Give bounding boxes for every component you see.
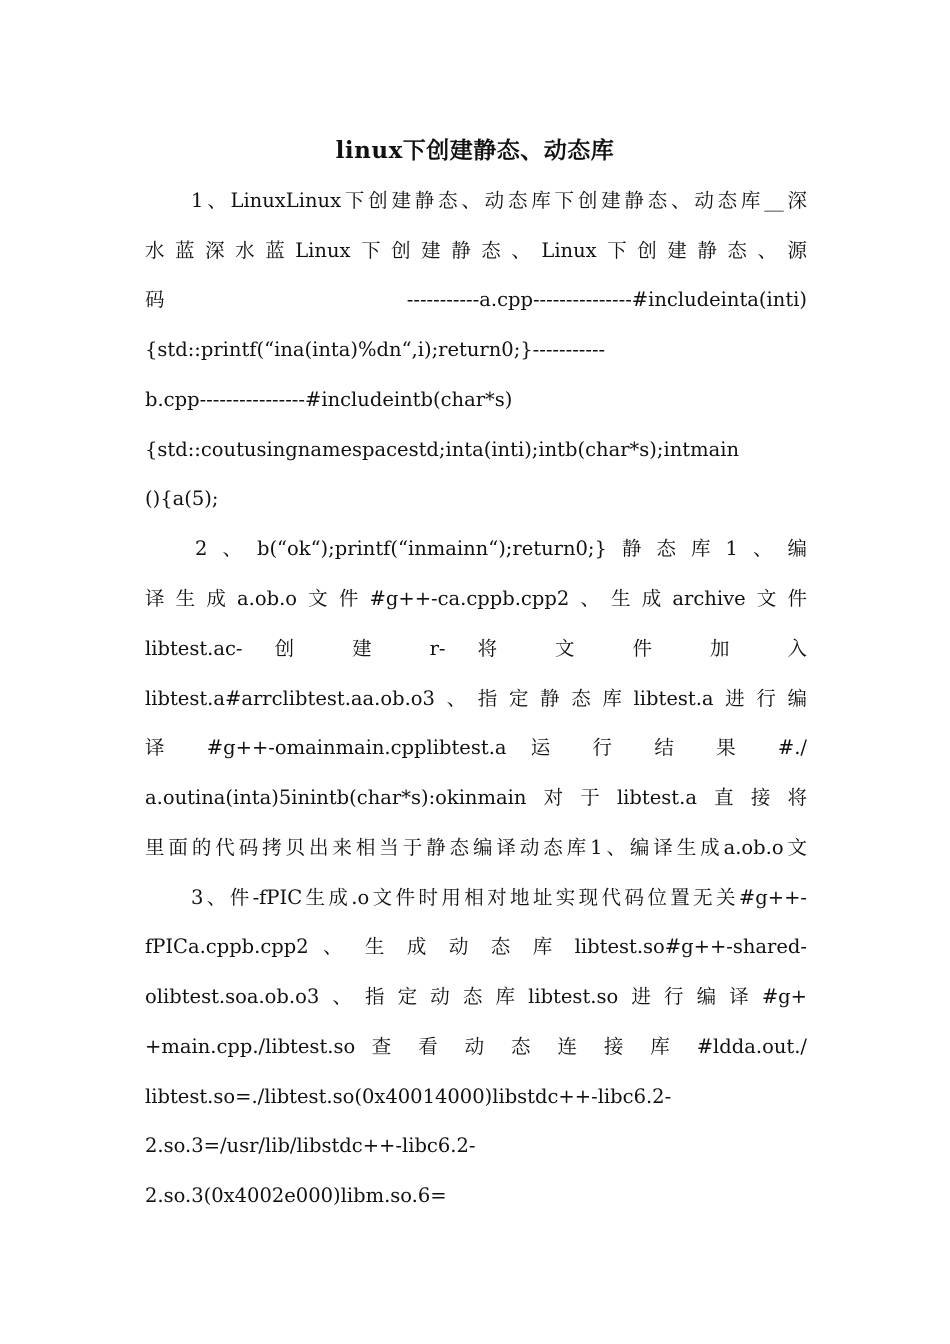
paragraph-line: 1、LinuxLinux下创建静态、动态库下创建静态、动态库__深: [191, 189, 807, 212]
paragraph-line: b.cpp----------------#includeintb(char*s): [145, 388, 513, 411]
paragraph-line: olibtest.soa.ob.o3、指定动态库libtest.so进行编译#g+: [145, 985, 807, 1008]
paragraph-line: 译生成a.ob.o文件#g++-ca.cppb.cpp2、生成archive文件: [145, 587, 807, 610]
paragraph-line: fPICa.cppb.cpp2 、 生 成 动 态 库 libtest.so#g++-shared-: [145, 935, 807, 958]
paragraph-line: 码 -----------a.cpp---------------#includeinta(inti): [145, 288, 807, 311]
paragraph-line: 2、b(“ok“);printf(“inmainn“);return0;}静态库1、编: [195, 537, 807, 560]
paragraph-line: libtest.ac- 创 建 r- 将 文 件 加 入: [145, 637, 807, 660]
paragraph-line: a.outina(inta)5inintb(char*s):okinmain对于libtest.a直接将: [145, 786, 807, 809]
paragraph-line: 水蓝深水蓝Linux下创建静态、Linux下创建静态、源: [145, 239, 807, 262]
paragraph-line: 3、件-fPIC生成.o文件时用相对地址实现代码位置无关#g++-: [191, 886, 807, 909]
document-title: linux下创建静态、动态库: [335, 137, 615, 164]
paragraph-line: 2.so.3(0x4002e000)libm.so.6=: [145, 1184, 447, 1207]
paragraph-line: 2.so.3=/usr/lib/libstdc++-libc6.2-: [145, 1134, 476, 1157]
paragraph-line: (){a(5);: [145, 487, 219, 510]
paragraph-line: {std::printf(“ina(inta)%dn“,i);return0;}-----------: [145, 338, 606, 361]
paragraph-line: libtest.so=./libtest.so(0x40014000)libstdc++-libc6.2-: [145, 1085, 672, 1108]
paragraph-line: +main.cpp./libtest.so 查 看 动 态 连 接 库 #ldda.out./: [145, 1035, 807, 1058]
paragraph-line: libtest.a#arrclibtest.aa.ob.o3、指定静态库libtest.a进行编: [145, 687, 807, 710]
paragraph-line: 译 #g++-omainmain.cpplibtest.a 运 行 结 果 #./: [145, 736, 807, 759]
paragraph-line: {std::coutusingnamespacestd;inta(inti);intb(char*s);intmain: [145, 438, 739, 461]
paragraph-line: 里面的代码拷贝出来相当于静态编译动态库1、编译生成a.ob.o文: [145, 836, 807, 859]
